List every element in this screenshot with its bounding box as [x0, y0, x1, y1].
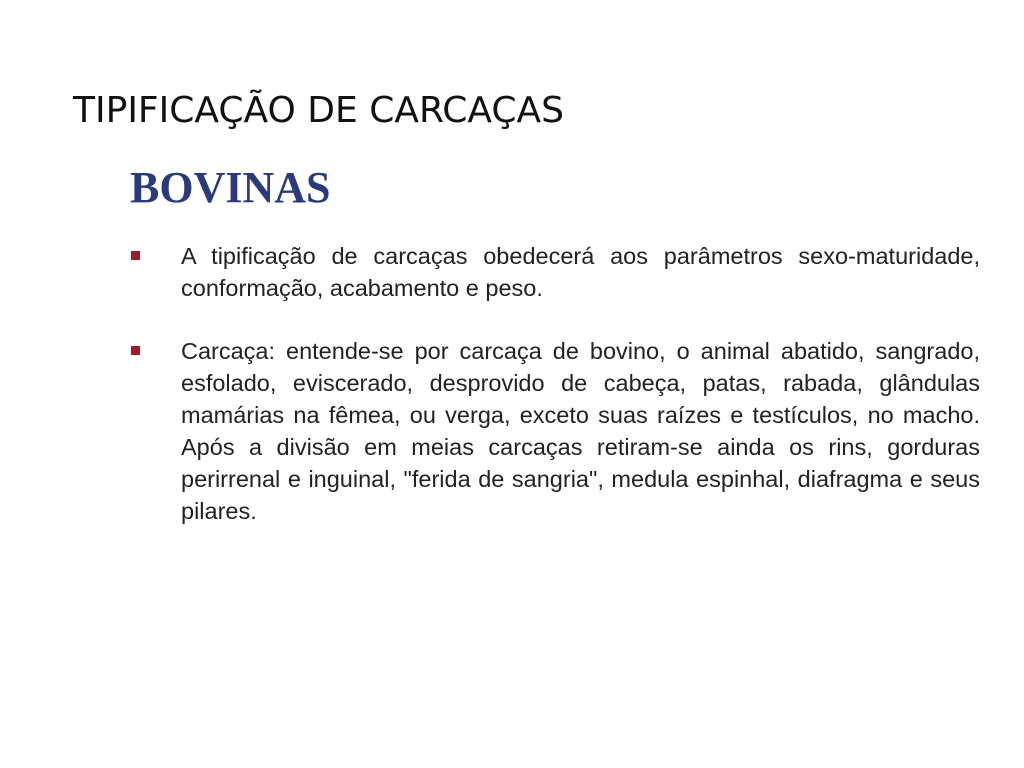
slide-title: TIPIFICAÇÃO DE CARCAÇAS — [73, 90, 564, 131]
bullet-list — [128, 240, 980, 558]
slide-subtitle: BOVINAS — [130, 163, 331, 212]
bullet-item — [128, 240, 980, 304]
square-bullet-icon — [131, 346, 140, 355]
square-bullet-icon — [131, 251, 140, 260]
bullet-text: Carcaça: entende-se por carcaça de bovino, o animal abatido, sangrado, esfolado, eviscerado, desprovido de cabeça, patas, rabada, glândulas mamárias na fêmea, ou verga, exceto suas raízes e testículos, no macho. Após a divisão em meias carcaças retiram-se ainda os rins, gorduras perirrenal e inguinal, "ferida de sangria", medula espinhal, diafragma e seus pilares. — [181, 338, 980, 524]
bullet-text: A tipificação de carcaças obedecerá aos parâmetros sexo-maturidade, conformação, acabamento e peso. — [181, 243, 980, 301]
bullet-item — [128, 335, 980, 527]
